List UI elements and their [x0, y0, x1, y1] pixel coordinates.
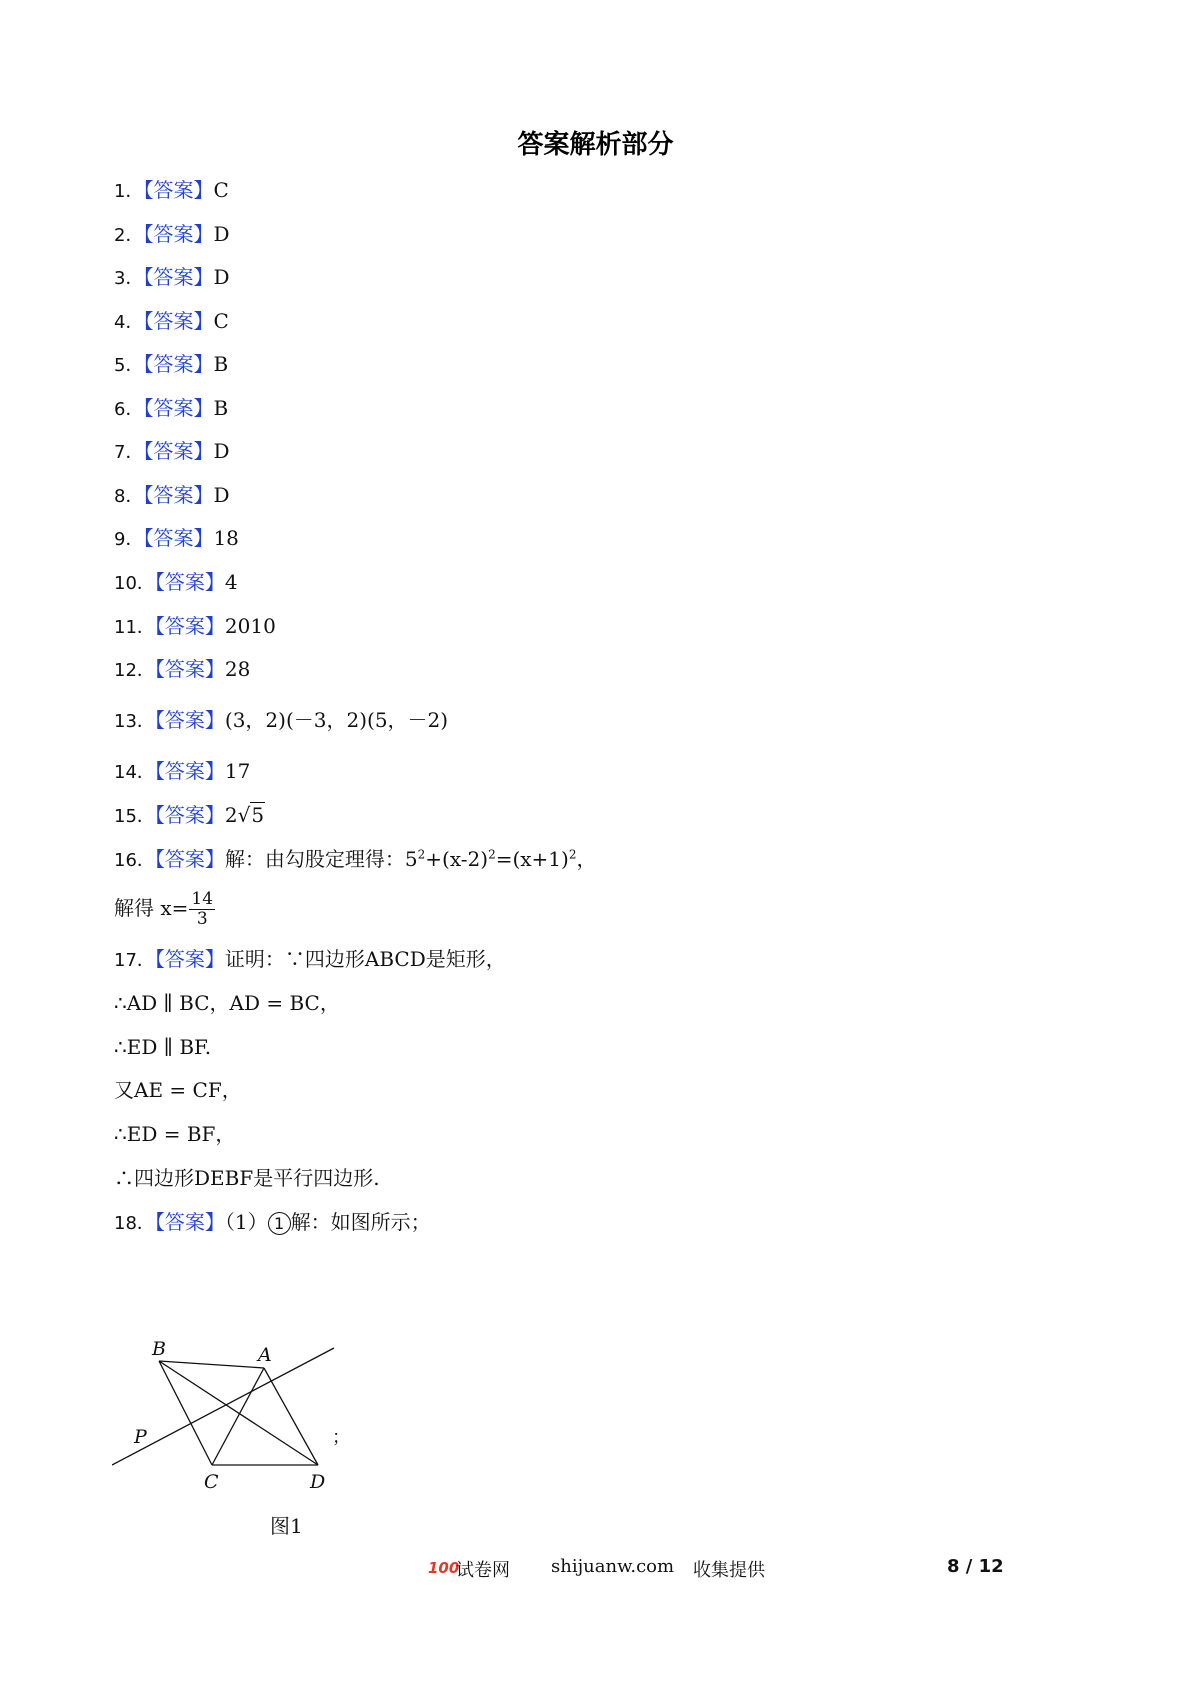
segment-AC [212, 1368, 264, 1465]
answer-item: 11．【答案】2010 [114, 614, 276, 638]
proof-line: 又AE = CF， [114, 1078, 242, 1102]
answer-item: 14．【答案】17 [114, 759, 251, 783]
page-number: 8 / 12 [947, 1556, 1004, 1577]
proof-line: ∴ED = BF， [114, 1122, 236, 1146]
proof-line: ∴AD ∥ BC，AD = BC， [114, 991, 340, 1015]
answer-item: 3．【答案】D [114, 265, 230, 289]
segment-BA [159, 1361, 264, 1368]
answer-tag: 【答案】 [143, 178, 214, 202]
figure-caption: 图1 [270, 1514, 303, 1538]
provided-text: 收集提供 [693, 1560, 765, 1581]
label-C: C [204, 1471, 219, 1493]
page-title: 答案解析部分 [517, 130, 674, 160]
fraction: $\frac{14}{3}$ [191, 889, 214, 929]
answer-item: 13．【答案】(3，2)(－3，2)(5，－2) [114, 708, 449, 732]
proof-line: ∴四边形DEBF是平行四边形. [114, 1166, 380, 1190]
answer-tag: 【答案】 [154, 614, 225, 638]
answer-tag: 【答案】 [154, 570, 225, 594]
proof-line: ∴ED ∥ BF. [114, 1035, 212, 1059]
figure-semicolon: ； [332, 1427, 350, 1448]
answer-item: 9．【答案】18 [114, 526, 239, 550]
answer-tag: 【答案】 [143, 526, 214, 550]
answer-tag: 【答案】 [154, 947, 225, 971]
answer-tag: 【答案】 [154, 847, 225, 871]
answer-tag: 【答案】 [154, 803, 225, 827]
answer-item: 1．【答案】C [114, 178, 229, 202]
label-D: D [310, 1471, 326, 1493]
answer-item: 4．【答案】C [114, 309, 229, 333]
answer-tag: 【答案】 [143, 352, 214, 376]
answer-item-16: 16．【答案】解：由勾股定理得：$5^2+(x-2)^2=(x+1)^2$， [114, 847, 597, 871]
page-footer [0, 1556, 1191, 1586]
segment-AD [264, 1368, 318, 1465]
site-logo: 100 [428, 1559, 460, 1577]
answer-item: 2．【答案】D [114, 222, 230, 246]
answer-tag: 【答案】 [143, 222, 214, 246]
answer-item: 6．【答案】B [114, 396, 229, 420]
answer-tag: 【答案】 [143, 483, 214, 507]
answer-item: 8．【答案】D [114, 483, 230, 507]
answer-item-17: 17．【答案】证明：∵四边形ABCD是矩形， [114, 947, 506, 971]
answer-item: 12．【答案】28 [114, 657, 251, 681]
answer-16-solution: 解得 x= $\frac{14}{3}$ [114, 889, 214, 929]
answer-item: 7．【答案】D [114, 439, 230, 463]
site-url[interactable]: shijuanw.com [551, 1556, 675, 1577]
site-name: 试卷网 [456, 1560, 510, 1581]
answer-item: 5．【答案】B [114, 352, 229, 376]
answer-item-18: 18．【答案】（1） 1 解：如图所示； [114, 1210, 431, 1234]
geometry-figure [112, 1335, 372, 1495]
label-P: P [134, 1426, 147, 1448]
answer-tag: 【答案】 [154, 759, 225, 783]
sqrt-expression: √5 [237, 803, 265, 827]
answer-tag: 【答案】 [143, 396, 214, 420]
answer-tag: 【答案】 [143, 265, 214, 289]
answer-tag: 【答案】 [154, 708, 225, 732]
circled-number: 1 [268, 1212, 291, 1235]
answer-tag: 【答案】 [143, 309, 214, 333]
segment-BD [159, 1361, 318, 1465]
answer-tag: 【答案】 [154, 657, 225, 681]
answer-tag: 【答案】 [154, 1210, 225, 1234]
answer-tag: 【答案】 [143, 439, 214, 463]
answer-item: 10．【答案】4 [114, 570, 238, 594]
answer-item-15: 15．【答案】2√5 [114, 803, 265, 827]
label-B: B [152, 1338, 166, 1360]
segment-BC [159, 1361, 212, 1465]
label-A: A [258, 1344, 272, 1366]
